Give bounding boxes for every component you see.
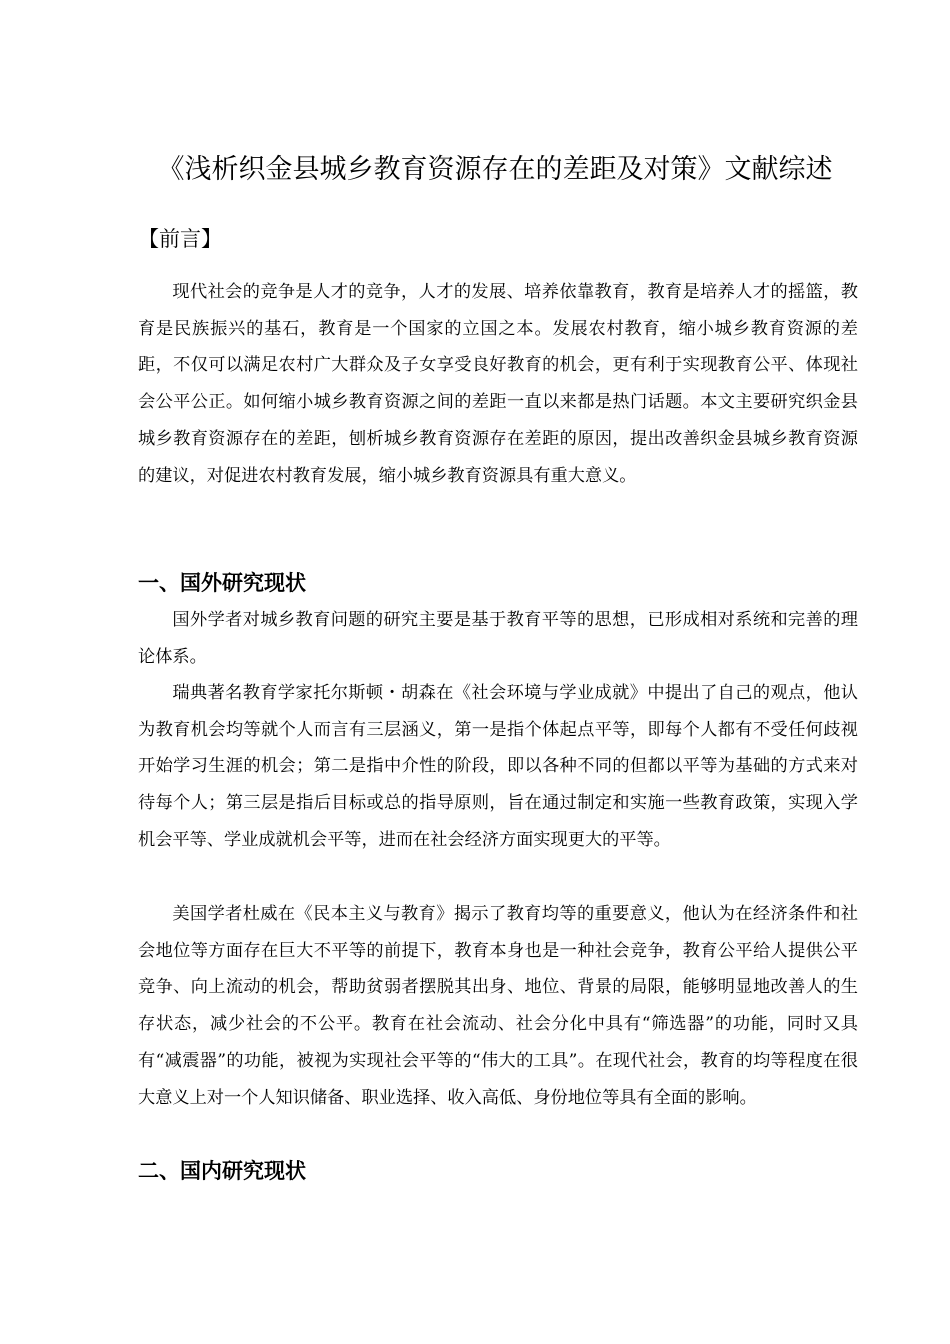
document-title: 《浅析织金县城乡教育资源存在的差距及对策》文献综述: [157, 154, 833, 185]
section-heading-domestic-research: 二、国内研究现状: [138, 1159, 306, 1183]
foreword-heading: 【前言】: [138, 227, 222, 251]
foreign-research-paragraph-intro: 国外学者对城乡教育问题的研究主要是基于教育平等的思想，已形成相对系统和完善的理论体系。: [138, 610, 858, 667]
foreign-research-paragraph-husen: 瑞典著名教育学家托尔斯顿・胡森在《社会环境与学业成就》中提出了自己的观点，他认为教育机会均等就个人而言有三层涵义，第一是指个体起点平等，即每个人都有不受任何歧视开始学习生涯的机会；第二是指中介性的阶段，即以各种不同的但都以平等为基础的方式来对待每个人；第三层是指后目标或总的指导原则，旨在通过制定和实施一些教育政策，实现入学机会平等、学业成就机会平等，进而在社会经济方面实现更大的平等。: [138, 683, 858, 850]
section-heading-foreign-research: 一、国外研究现状: [138, 571, 306, 595]
foreword-paragraph: 现代社会的竞争是人才的竞争，人才的发展、培养依靠教育，教育是培养人才的摇篮，教育是民族振兴的基石，教育是一个国家的立国之本。发展农村教育，缩小城乡教育资源的差距，不仅可以满足农村广大群众及子女享受良好教育的机会，更有利于实现教育公平、体现社会公平公正。如何缩小城乡教育资源之间的差距一直以来都是热门话题。本文主要研究织金县城乡教育资源存在的差距，刨析城乡教育资源存在差距的原因，提出改善织金县城乡教育资源的建议，对促进农村教育发展，缩小城乡教育资源具有重大意义。: [138, 282, 858, 486]
foreign-research-paragraph-dewey: 美国学者杜威在《民本主义与教育》揭示了教育均等的重要意义，他认为在经济条件和社会地位等方面存在巨大不平等的前提下，教育本身也是一种社会竞争，教育公平给人提供公平竞争、向上流动的机会，帮助贫弱者摆脱其出身、地位、背景的局限，能够明显地改善人的生存状态，减少社会的不公平。教育在社会流动、社会分化中具有“筛选器”的功能，同时又具有“减震器”的功能，被视为实现社会平等的“伟大的工具”。在现代社会，教育的均等程度在很大意义上对一个人知识储备、职业选择、收入高低、身份地位等具有全面的影响。: [138, 904, 858, 1108]
